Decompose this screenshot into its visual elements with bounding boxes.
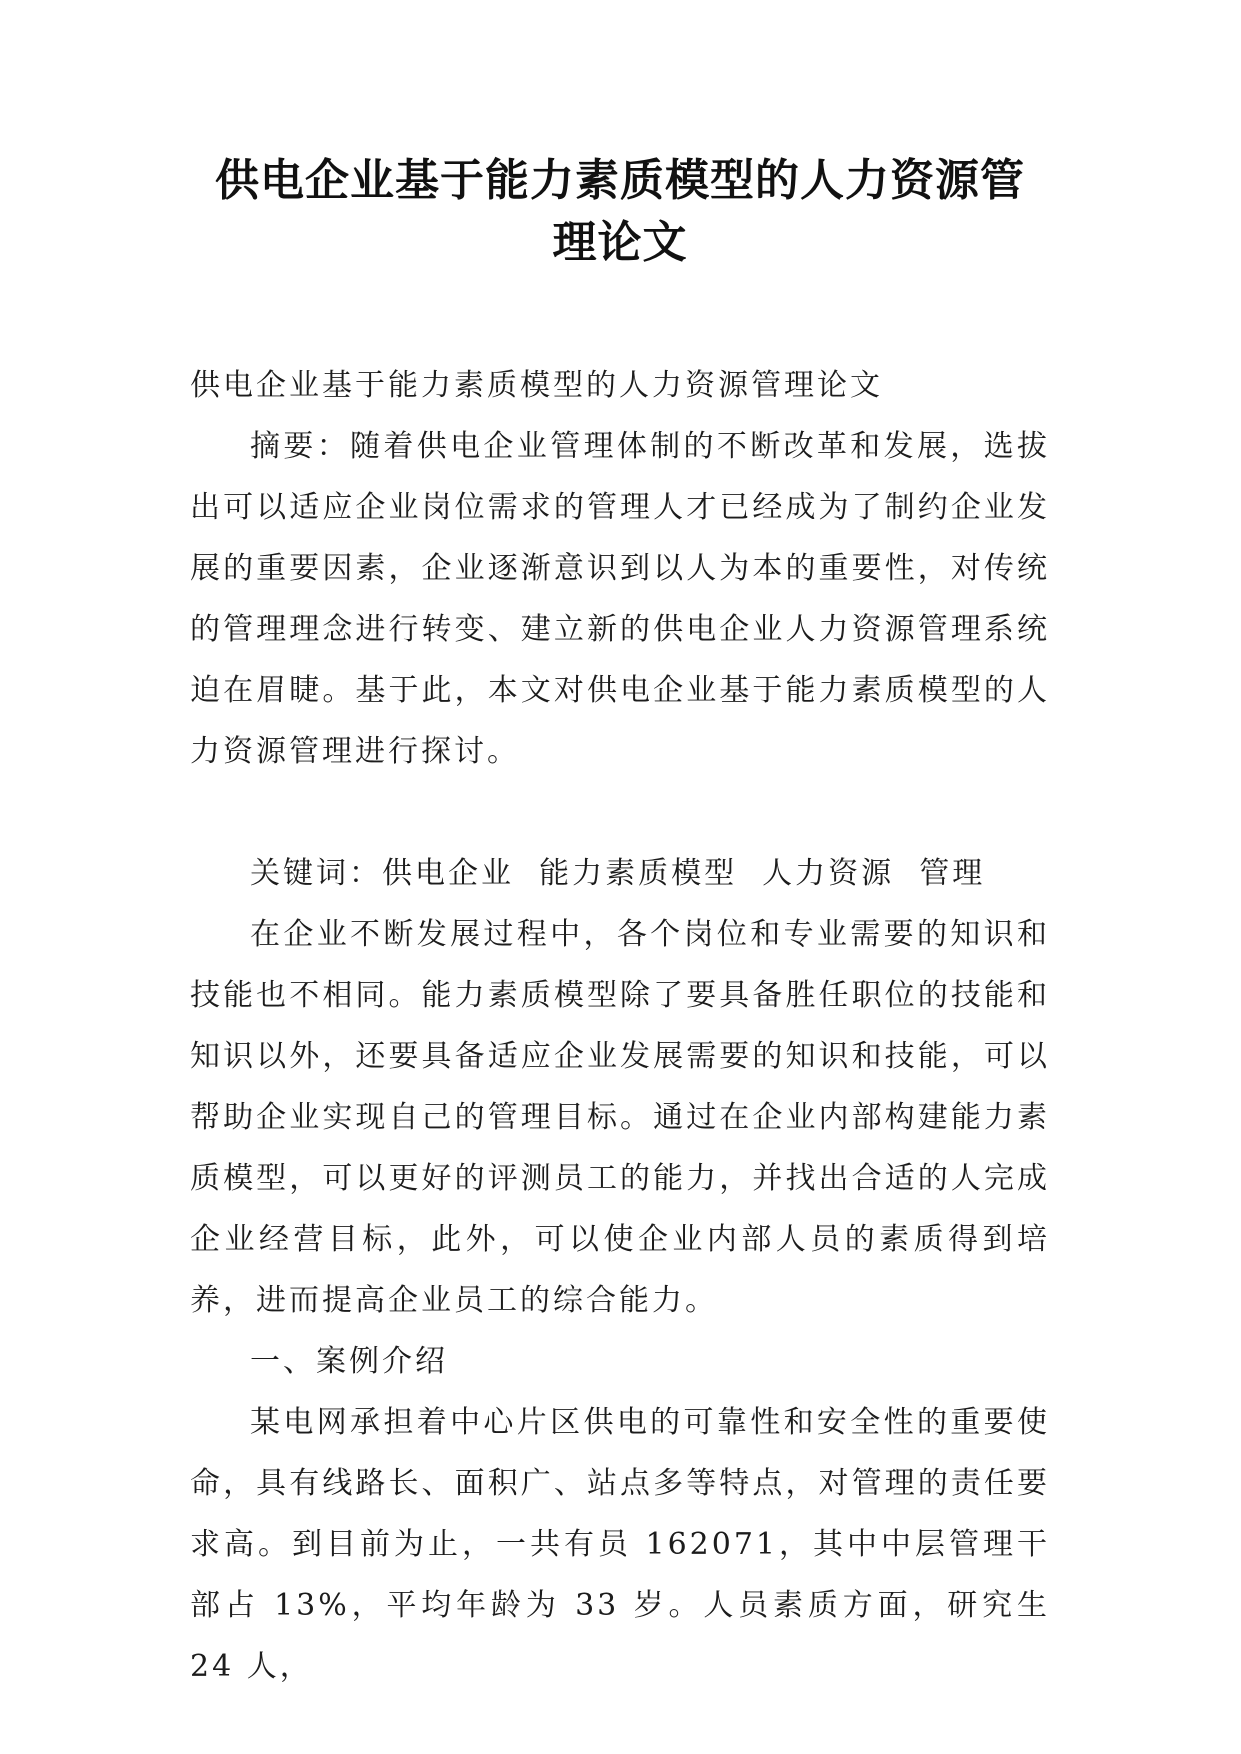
title-line-1: 供电企业基于能力素质模型的人力资源管 [215,155,1025,206]
abstract-paragraph: 摘要：随着供电企业管理体制的不断改革和发展，选拔出可以适应企业岗位需求的管理人才已经成为了制约企业发展的重要因素，企业逐渐意识到以人为本的重要性，对传统的管理理念进行转变、建立新的供电企业人力资源管理系统迫在眉睫。基于此，本文对供电企业基于能力素质模型的人力资源管理进行探讨。 [190,429,1050,769]
intro-paragraph: 在企业不断发展过程中，各个岗位和专业需要的知识和技能也不相同。能力素质模型除了要具备胜任职位的技能和知识以外，还要具备适应企业发展需要的知识和技能，可以帮助企业实现自己的管理目标。通过在企业内部构建能力素质模型，可以更好的评测员工的能力，并找出合适的人完成企业经营目标，此外，可以使企业内部人员的素质得到培养，进而提高企业员工的综合能力。 [190,917,1050,1318]
section-heading: 一、案例介绍 [250,1344,448,1379]
document-body [190,355,1050,1697]
paragraph-spacer [190,782,1050,843]
section-paragraph: 某电网承担着中心片区供电的可靠性和安全性的重要使命，具有线路长、面积广、站点多等特点，对管理的责任要求高。到目前为止，一共有员 162071，其中中层管理干部占 13%，平均年龄为 33 岁。人员素质方面，研究生 24 人， [190,1405,1050,1684]
title-line-2: 理论文 [552,217,688,268]
keywords-paragraph: 关键词：供电企业 能力素质模型 人力资源 管理 [250,856,986,891]
subtitle-paragraph: 供电企业基于能力素质模型的人力资源管理论文 [190,368,883,403]
document-title [170,150,1070,274]
